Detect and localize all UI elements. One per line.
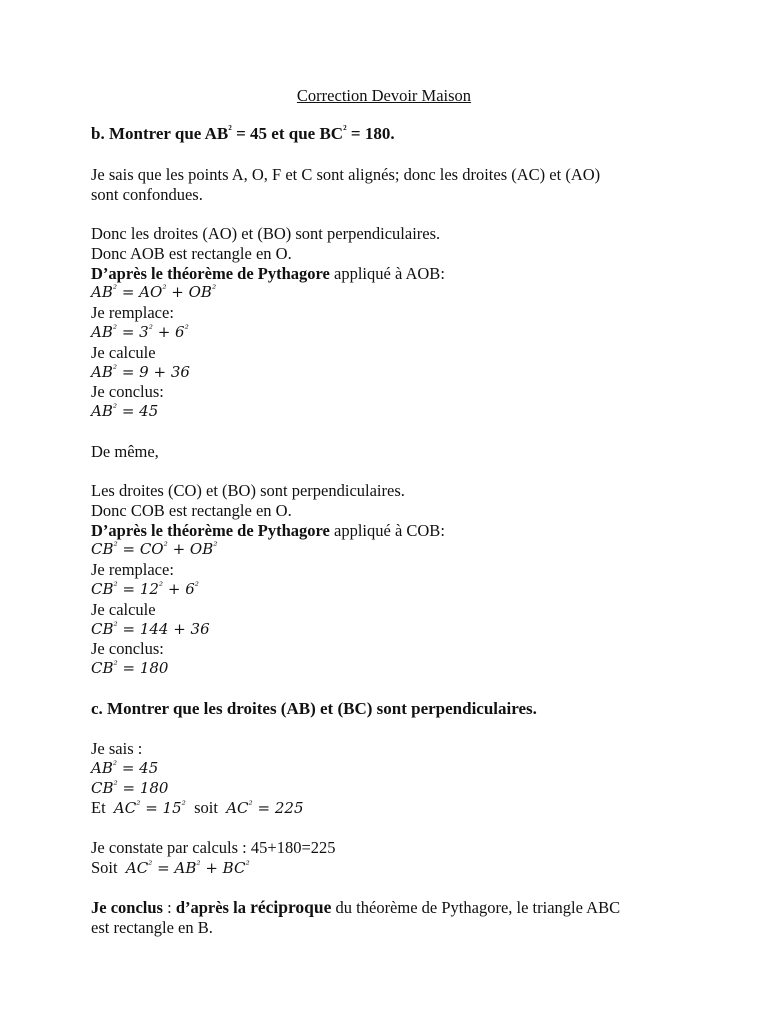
c-equation-4: $AC^{^2} = AB^{^2} + BC^{^2}$ — [125, 858, 250, 877]
cob-perpendicular: Les droites (CO) et (BO) sont perpendiculaires. — [91, 481, 405, 500]
c-soit-line — [91, 858, 698, 879]
c-reciproque: réciproque — [250, 897, 332, 917]
section-b-heading — [91, 124, 698, 144]
aob-equation-4: $AB^{^2} = 45$ — [91, 401, 159, 421]
cob-theorem — [91, 521, 698, 541]
aob-theorem-bold: D’après le théorème de Pythagore — [91, 263, 330, 283]
aob-proof — [91, 224, 698, 422]
aob-equation-2: $AB^{^2} = 3^{^2} + 6^{^2}$ — [91, 322, 189, 341]
c-conclude-rest: du théorème de Pythagore, le triangle ABC — [331, 898, 621, 917]
section-c-heading — [91, 699, 698, 719]
cob-theorem-bold: D’après le théorème de Pythagore — [91, 520, 330, 540]
de-meme — [91, 442, 698, 462]
document-title: Correction Devoir Maison — [296, 86, 472, 105]
aob-theorem — [91, 264, 698, 284]
cob-proof — [91, 481, 698, 679]
c-equation-1: $AB^{^2} = 45$ — [91, 758, 159, 777]
c-constate: Je constate par calculs : 45+180=225 — [91, 838, 336, 857]
aob-right-triangle: Donc AOB est rectangle en O. — [91, 243, 292, 263]
cob-equation-4: $CB^{^2} = 180$ — [91, 658, 169, 678]
section-c-facts — [91, 739, 698, 819]
cob-theorem-rest: appliqué à COB: — [329, 520, 445, 540]
c-equation-2: $CB^{^2} = 180$ — [91, 778, 169, 797]
aob-conclude-label: Je conclus: — [91, 382, 164, 402]
c-conclude-mid: : — [162, 898, 176, 917]
aob-equation-1: $AB^{^2} = AO^{^2} + OB^{^2}$ — [91, 283, 217, 302]
aob-compute-label: Je calcule — [91, 342, 156, 362]
cob-compute-label: Je calcule — [91, 599, 156, 619]
aob-replace-label: Je remplace: — [91, 303, 174, 323]
cob-conclude-label: Je conclus: — [91, 639, 164, 659]
section-c-constat — [91, 838, 698, 879]
aob-equation-3: $AB^{^2} = 9 + 36$ — [91, 362, 190, 381]
cob-equation-1: $CB^{^2} = CO^{^2} + OB^{^2}$ — [91, 540, 218, 559]
c-equation-3a: $AC^{^2} = 15^{^2}$ — [113, 799, 186, 818]
de-meme-text: De même, — [91, 442, 159, 461]
cob-equation-2: $CB^{^2} = 12^{^2} + 6^{^2}$ — [91, 579, 200, 598]
c-je-sais: Je sais : — [91, 739, 143, 758]
aob-theorem-rest: appliqué à AOB: — [329, 263, 445, 283]
c-ac-line — [91, 798, 698, 819]
intro-line-1: Je sais que les points A, O, F et C sont alignés; donc les droites (AC) et (AO) — [91, 165, 601, 184]
aob-perpendicular: Donc les droites (AO) et (BO) sont perpendiculaires. — [91, 224, 441, 243]
section-c-heading-text: c. Montrer que les droites (AB) et (BC) sont perpendiculaires. — [91, 699, 537, 718]
c-equation-3b: $AC^{^2} = 225$ — [226, 799, 304, 818]
c-et-label: Et — [91, 798, 106, 818]
intro-line-2: sont confondues. — [91, 184, 203, 204]
cob-equation-3: $CB^{^2} = 144 + 36$ — [91, 619, 210, 638]
c-soit-label: soit — [194, 798, 218, 818]
section-b-intro — [91, 165, 698, 205]
section-c-conclusion — [91, 898, 698, 938]
c-conclusion-line-1 — [91, 898, 698, 918]
c-conclusion-line-2: est rectangle en B. — [91, 917, 213, 937]
cob-right-triangle: Donc COB est rectangle en O. — [91, 500, 292, 520]
c-conclude-bold: Je conclus — [91, 898, 163, 917]
section-b-heading-text: b. Montrer que $AB^{^2} = 45$ et que $BC^{^2} = 180$. — [91, 122, 395, 143]
cob-replace-label: Je remplace: — [91, 560, 174, 580]
c-conclude-bold-2: d’après la — [175, 898, 246, 917]
c-soit2-label: Soit — [91, 857, 118, 877]
